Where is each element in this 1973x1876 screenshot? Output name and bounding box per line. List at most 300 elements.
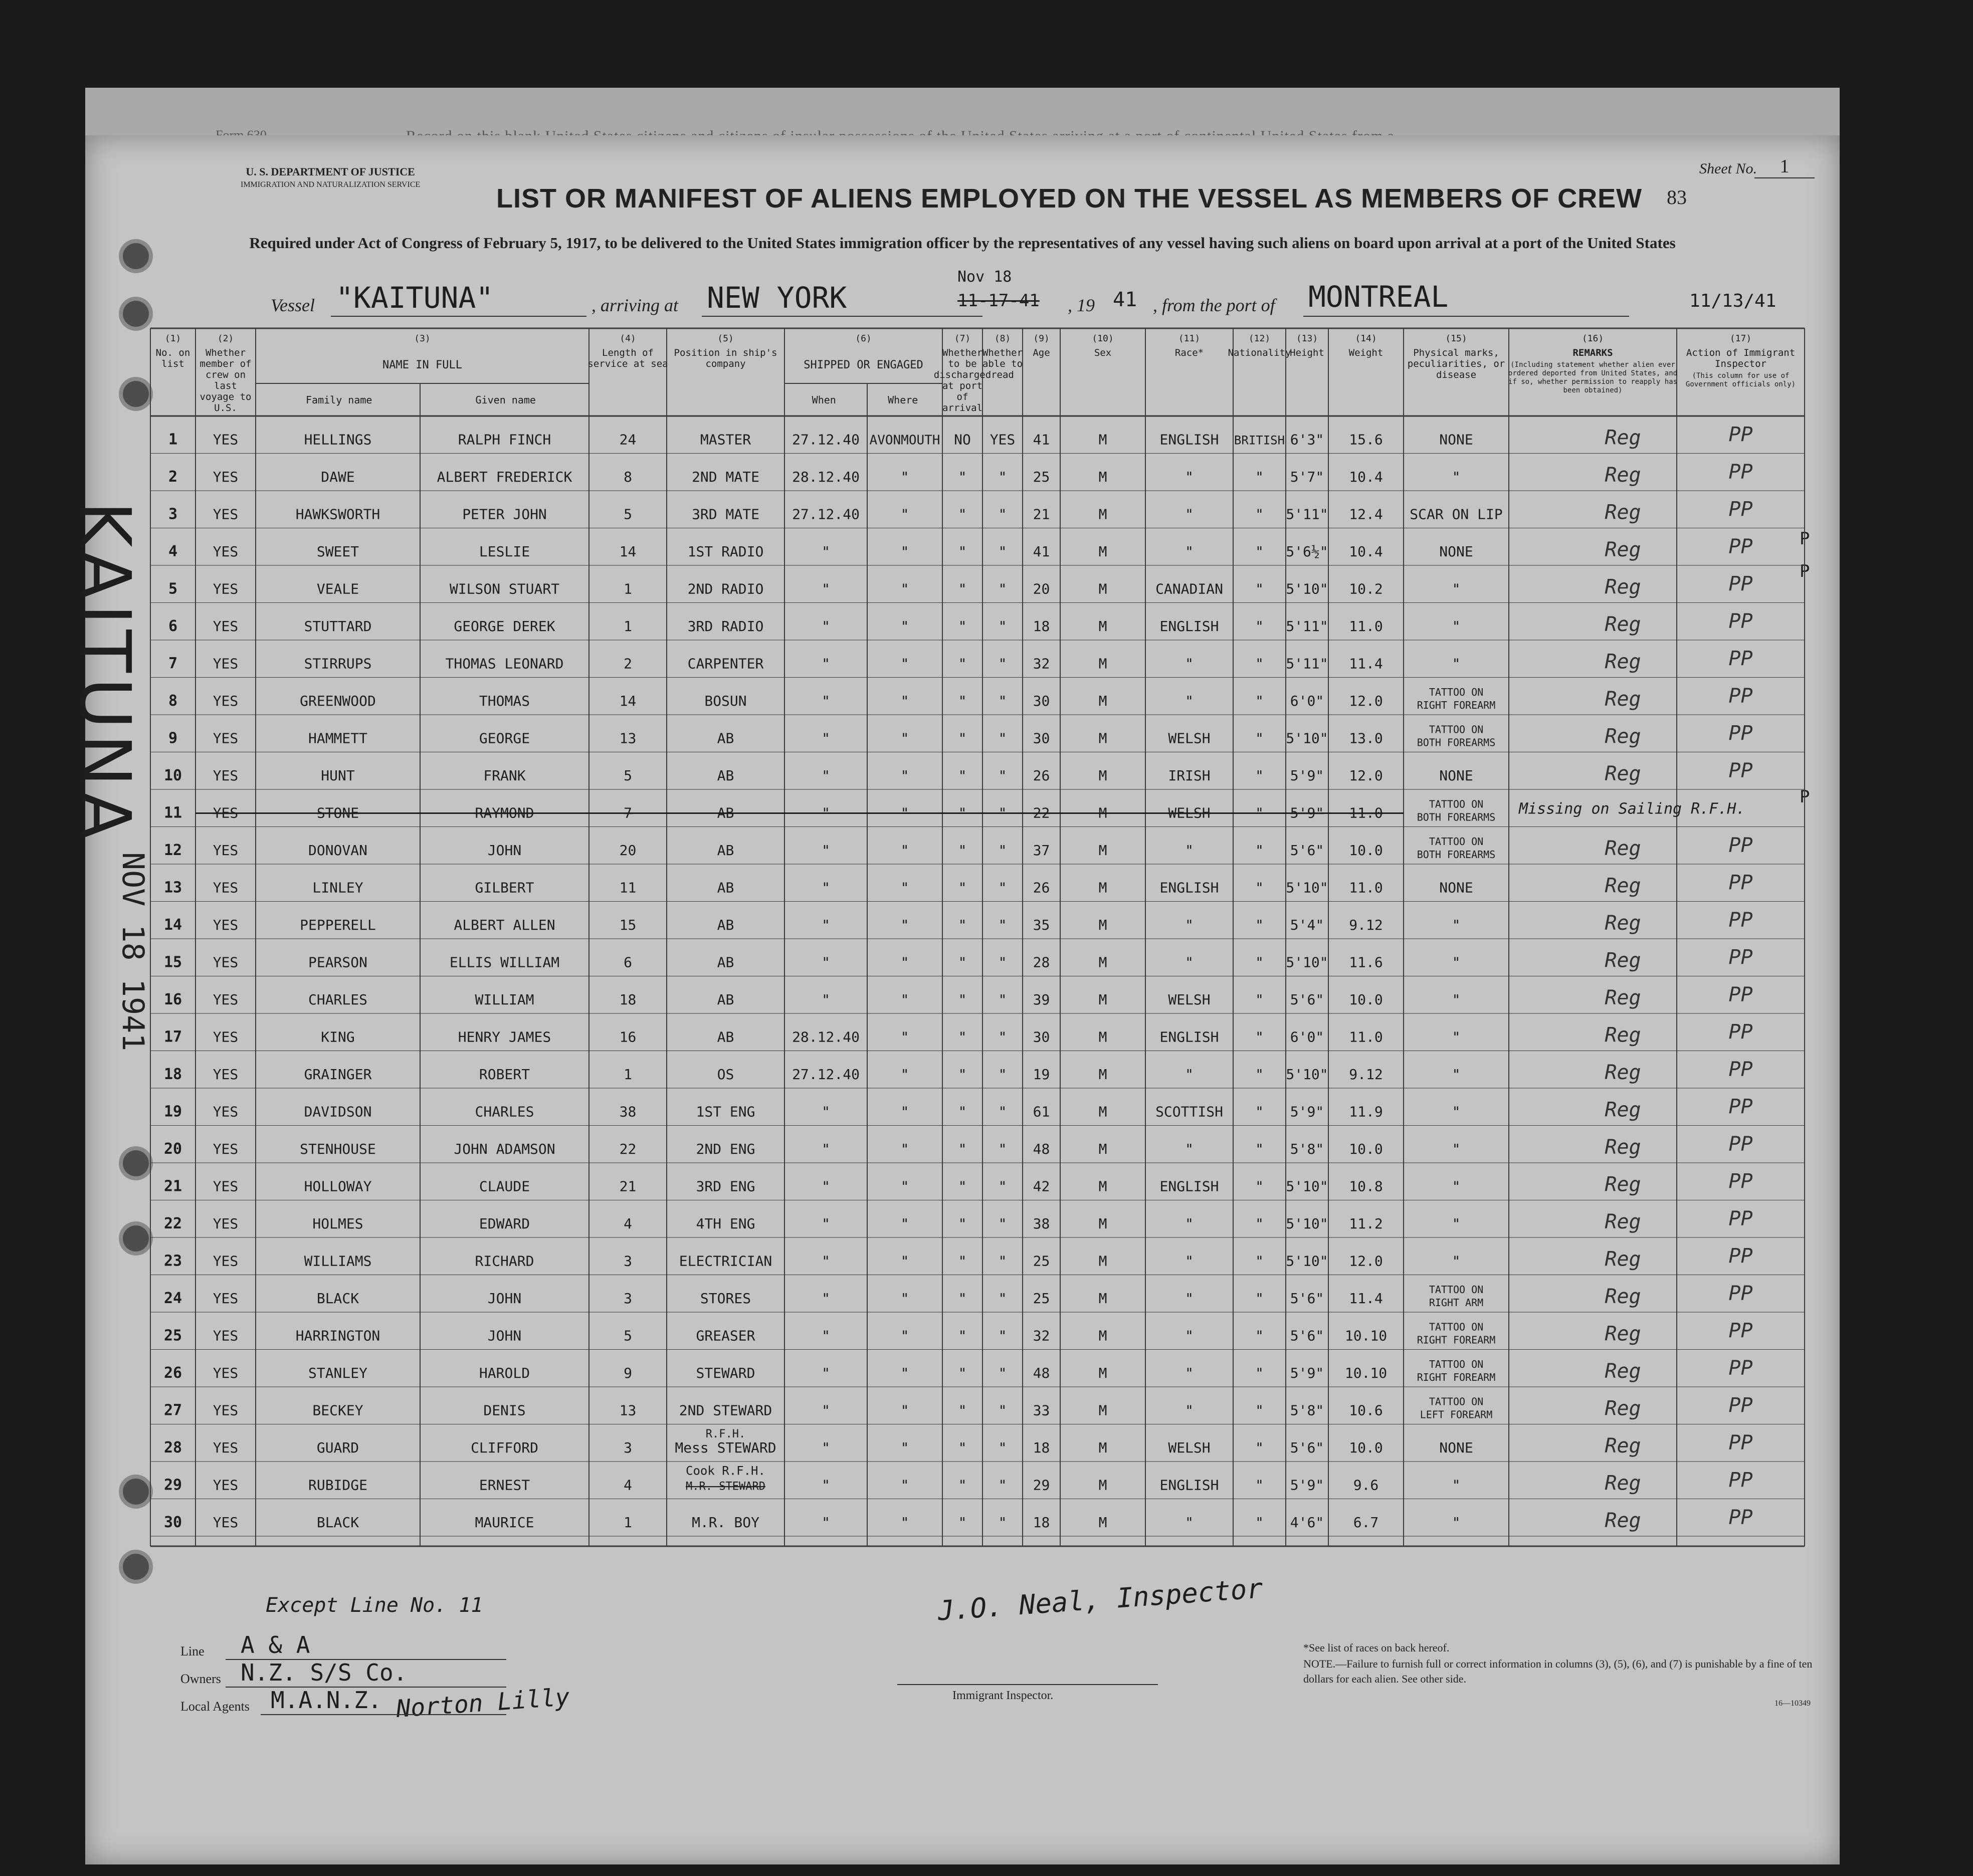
cell-service: 21 [619,1178,637,1195]
cell-marks: " [1452,1141,1461,1157]
cell-service: 8 [624,469,632,485]
cell-service: 20 [619,842,637,859]
cell-nationality: " [1255,618,1264,635]
departure-date: 11/13/41 [1689,291,1777,311]
cell-given: WILLIAM [475,991,534,1008]
cell-given: RAYMOND [475,804,534,821]
column-number: (11) [1178,333,1201,344]
cell-sex: M [1098,730,1107,747]
table-row [164,946,1753,972]
cell-height: 5'6" [1290,991,1324,1008]
cell-where: " [900,506,909,523]
cell-height: 5'9" [1290,1477,1324,1494]
cell-action: PP [1728,1020,1753,1044]
cell-weight: 10.0 [1349,991,1383,1008]
cell-family: PEARSON [308,954,368,971]
column-header-note: Government officials only) [1685,380,1796,388]
cell-physical-marks: RIGHT FOREARM [1417,1371,1496,1383]
cell-prev: YES [213,991,239,1008]
cell-given: CHARLES [475,1103,534,1120]
cell-read: " [998,1103,1007,1120]
cell-given: RICHARD [475,1253,534,1270]
line-value: A & A [241,1631,310,1658]
cell-race: " [1185,1402,1194,1419]
cell-height: 4'6" [1290,1514,1324,1531]
cell-read: YES [990,431,1016,448]
cell-service: 18 [619,991,637,1008]
table-row [164,1428,1753,1457]
cell-age: 20 [1033,580,1050,597]
row-number: 30 [163,1514,182,1531]
row-number: 22 [163,1215,182,1232]
cell-discharged: " [958,842,967,859]
cell-height: 5'9" [1290,804,1324,821]
cell-where: " [900,469,909,485]
row-number: 10 [163,767,182,784]
cell-physical-marks: TATTOO ON [1429,836,1484,848]
cell-age: 18 [1033,1514,1050,1531]
cell-marks: " [1452,1103,1461,1120]
cell-given: DENIS [483,1402,526,1419]
cell-sex: M [1098,655,1107,672]
cell-family: HAWKSWORTH [295,506,380,523]
cell-where: " [900,879,909,896]
cell-discharged: " [958,730,967,747]
cell-family: HARRINGTON [295,1327,380,1344]
cell-race: ENGLISH [1159,879,1219,896]
cell-age: 48 [1033,1365,1050,1381]
cell-service: 9 [624,1365,632,1381]
row-number: 2 [168,468,178,486]
cell-weight: 11.0 [1349,618,1383,635]
cell-where: " [900,1178,909,1195]
column-subheader: Given name [475,394,536,406]
cell-where: " [900,580,909,597]
manifest-sheet [64,135,1840,1864]
cell-sex: M [1098,1215,1107,1232]
cell-action: PP [1728,1170,1753,1193]
cell-discharged: " [958,655,967,672]
cell-age: 19 [1033,1066,1050,1083]
table-row [168,424,1753,450]
cell-remarks: Reg [1605,874,1641,898]
cell-position: Cook R.F.H. [686,1464,765,1478]
cell-age: 26 [1033,879,1050,896]
cell-height: 6'0" [1290,1028,1324,1046]
cell-read: " [998,1290,1007,1307]
column-header: read [991,369,1014,380]
cell-weight: 10.0 [1349,1141,1383,1157]
cell-discharged: " [958,1290,967,1307]
cell-remarks: Reg [1605,613,1641,636]
cell-read: " [998,767,1007,784]
local-agents-label: Local Agents [180,1699,250,1714]
cell-action: PP [1728,1319,1753,1343]
table-row [164,1021,1753,1047]
cell-prev: YES [213,1028,239,1046]
cell-remarks: Reg [1605,1360,1641,1383]
cell-when: " [822,618,830,635]
margin-mark: P [1800,561,1810,581]
cell-sex: M [1098,1178,1107,1195]
cell-race: " [1185,1290,1194,1307]
cell-nationality: " [1255,1514,1264,1531]
cell-action: PP [1728,1469,1753,1492]
table-row [164,909,1753,935]
cell-physical-marks: TATTOO ON [1429,723,1484,736]
cell-where: " [900,804,909,821]
cell-physical-marks: BOTH FOREARMS [1417,849,1496,861]
cell-when: " [822,580,830,597]
cell-service: 5 [624,506,632,523]
cell-discharged: " [958,1365,967,1381]
cell-discharged: " [958,580,967,597]
table-row [164,983,1753,1009]
cell-read: " [998,693,1007,709]
cell-weight: 12.4 [1349,506,1383,523]
cell-marks: " [1452,469,1461,485]
cell-position: Mess STEWARD [675,1439,776,1456]
cell-read: " [998,1439,1007,1456]
cell-race: " [1185,1215,1194,1232]
cell-position: 4TH ENG [696,1215,755,1232]
cell-weight: 11.0 [1349,879,1383,896]
cell-height: 5'9" [1290,767,1324,784]
cell-prev: YES [213,1066,239,1083]
cell-weight: 10.4 [1349,469,1383,485]
table-row [164,1282,1753,1309]
column-header: last [214,380,237,391]
cell-where: " [900,1514,909,1531]
column-number: (10) [1092,333,1114,344]
row-number: 4 [168,543,178,560]
cell-age: 38 [1033,1215,1050,1232]
cell-race: CANADIAN [1155,580,1223,597]
cell-where: " [900,842,909,859]
column-header: voyage to [200,391,252,402]
cell-age: 39 [1033,991,1050,1008]
cell-service: 16 [619,1028,637,1046]
cell-nationality: " [1255,1141,1264,1157]
cell-nationality: " [1255,1028,1264,1046]
margin-mark: P [1800,787,1810,807]
cell-nationality: " [1255,1327,1264,1344]
cell-nationality: " [1255,991,1264,1008]
cell-age: 33 [1033,1402,1050,1419]
cell-position: AB [717,730,734,747]
column-number: (5) [717,333,734,344]
table-row [168,648,1753,674]
cell-given: ALBERT FREDERICK [437,469,572,485]
cell-discharged: " [958,991,967,1008]
sheet-number-label: Sheet No. [1699,160,1757,177]
column-header: Whether [942,347,983,358]
year-prefix: , 19 [1068,295,1095,315]
cell-race: " [1185,1514,1194,1531]
cell-family: LINLEY [312,879,363,896]
cell-remarks: Reg [1605,762,1641,785]
cell-weight: 12.0 [1349,693,1383,709]
cell-prev: YES [213,431,239,448]
column-number: (3) [414,333,431,344]
row-number: 15 [163,953,182,971]
cell-where: " [900,1477,909,1494]
cell-action: PP [1728,461,1753,484]
row-number: 19 [163,1103,182,1121]
cell-weight: 11.4 [1349,1290,1383,1307]
table-row [164,1357,1753,1383]
cell-family: KING [321,1028,355,1046]
row-number: 24 [163,1290,182,1307]
cell-physical-marks: TATTOO ON [1429,798,1484,810]
cell-read: " [998,543,1007,560]
cell-action: PP [1728,759,1753,782]
cell-physical-marks: TATTOO ON [1429,686,1484,698]
cell-race: ENGLISH [1159,1178,1219,1195]
cell-marks: " [1452,1253,1461,1270]
table-row [164,1245,1753,1271]
cell-marks: NONE [1439,543,1473,560]
cell-action: PP [1728,610,1753,633]
cell-position: AB [717,842,734,859]
cell-prev: YES [213,1290,239,1307]
from-port-label: , from the port of [1153,295,1275,315]
cell-prev: YES [213,1514,239,1531]
cell-service: 1 [624,580,632,597]
cell-given: GILBERT [475,879,534,896]
cell-remarks: Reg [1605,725,1641,748]
cell-family: GUARD [316,1439,359,1456]
department-name: U. S. DEPARTMENT OF JUSTICE [246,165,415,178]
cell-position: 3RD MATE [692,506,759,523]
column-header: No. on [155,347,190,358]
cell-service: 1 [624,618,632,635]
cell-age: 48 [1033,1141,1050,1157]
cell-height: 5'10" [1286,580,1328,597]
cell-marks: NONE [1439,431,1473,448]
cell-discharged: " [958,954,967,971]
column-header: NAME IN FULL [382,359,462,371]
cell-read: " [998,618,1007,635]
cell-physical-marks: BOTH FOREARMS [1417,736,1496,749]
column-number: (13) [1296,333,1318,344]
cell-sex: M [1098,1103,1107,1120]
cell-given: WILSON STUART [449,580,560,597]
cell-race: " [1185,1253,1194,1270]
column-header: U.S. [214,402,237,413]
cell-height: 5'8" [1290,1141,1324,1157]
cell-read: " [998,1477,1007,1494]
cell-nationality: " [1255,1215,1264,1232]
column-number: (17) [1729,333,1752,344]
cell-given: FRANK [483,767,526,784]
cell-family: STIRRUPS [304,655,372,672]
cell-sex: M [1098,954,1107,971]
arrival-year: 41 [1113,288,1137,311]
cell-where: " [900,1215,909,1232]
cell-sex: M [1098,767,1107,784]
margin-mark: P [1800,529,1810,549]
cell-sex: M [1098,991,1107,1008]
cell-race: ENGLISH [1159,1028,1219,1046]
cell-given: JOHN ADAMSON [454,1141,555,1157]
cell-age: 42 [1033,1178,1050,1195]
table-row [168,535,1753,561]
cell-sex: M [1098,917,1107,933]
cell-position: AB [717,954,734,971]
cell-sex: M [1098,1402,1107,1419]
cell-age: 29 [1033,1477,1050,1494]
table-row [164,1058,1753,1084]
cell-when: " [822,842,830,859]
cell-height: 5'9" [1290,1365,1324,1381]
cell-when: " [822,1290,830,1307]
cell-position: STEWARD [696,1365,755,1381]
cell-nationality: " [1255,580,1264,597]
cell-service: 3 [624,1253,632,1270]
cell-age: 22 [1033,804,1050,821]
cell-race: WELSH [1168,804,1211,821]
cell-prev: YES [213,1253,239,1270]
vessel-name-stamp: KAITUNA [64,501,145,845]
cell-age: 18 [1033,618,1050,635]
cell-nationality: " [1255,1253,1264,1270]
cell-action: PP [1728,1095,1753,1119]
row-number: 11 [163,804,182,822]
cell-prev: YES [213,1365,239,1381]
cell-prev: YES [213,543,239,560]
cell-nationality: " [1255,1439,1264,1456]
table-header [156,333,1796,413]
cell-discharged: " [958,1141,967,1157]
cell-race: ENGLISH [1159,618,1219,635]
cell-given: PETER JOHN [462,506,547,523]
cell-marks: " [1452,991,1461,1008]
row-number: 6 [168,617,178,635]
cell-remarks: Reg [1605,1098,1641,1122]
cell-given: LESLIE [479,543,530,560]
cell-service: 15 [619,917,637,933]
row-number: 20 [163,1140,182,1158]
owners-label: Owners [180,1672,221,1686]
cell-weight: 11.4 [1349,655,1383,672]
cell-age: 28 [1033,954,1050,971]
cell-where: " [900,1253,909,1270]
column-number: (16) [1582,333,1604,344]
cell-sex: M [1098,1028,1107,1046]
races-note: *See list of races on back hereof. [1303,1641,1450,1654]
cell-where: " [900,1365,909,1381]
cell-family: HOLLOWAY [304,1178,372,1195]
cell-remarks: Reg [1605,837,1641,860]
cell-read: " [998,580,1007,597]
cell-when: 28.12.40 [792,469,860,485]
cell-discharged: NO [954,431,971,448]
cell-height: 5'6" [1290,1290,1324,1307]
cell-height: 5'8" [1290,1402,1324,1419]
cell-marks: SCAR ON LIP [1410,506,1503,523]
table-row [164,1207,1753,1233]
cell-age: 30 [1033,1028,1050,1046]
row-number: 17 [163,1028,182,1046]
row-number: 25 [163,1327,182,1345]
local-agents-value: M.A.N.Z. [271,1687,382,1714]
cell-height: 5'10" [1286,1178,1328,1195]
column-header: member of [200,358,252,369]
cell-read: " [998,1215,1007,1232]
cell-discharged: " [958,1103,967,1120]
cell-physical-marks: RIGHT FOREARM [1417,699,1496,711]
cell-discharged: " [958,1253,967,1270]
cell-service: 24 [619,431,637,448]
cell-discharged: " [958,1514,967,1531]
column-header: discharged [933,369,992,380]
column-number: (14) [1355,333,1377,344]
cell-race: IRISH [1168,767,1211,784]
cell-prev: YES [213,618,239,635]
cell-weight: 9.6 [1353,1477,1379,1494]
cell-given: GEORGE [479,730,530,747]
cell-remarks: Reg [1605,1023,1641,1047]
cell-discharged: " [958,506,967,523]
cell-remarks: Reg [1605,538,1641,561]
cell-weight: 10.8 [1349,1178,1383,1195]
cell-race: " [1185,543,1194,560]
cell-family: BLACK [316,1290,359,1307]
cell-position: AB [717,767,734,784]
cell-nationality: " [1255,655,1264,672]
cell-weight: 10.10 [1344,1327,1388,1344]
cell-sex: M [1098,1439,1107,1456]
cell-where: " [900,730,909,747]
cell-remarks: Reg [1605,1285,1641,1308]
cell-given: THOMAS LEONARD [445,655,564,672]
cell-where: " [900,917,909,933]
cell-family: STANLEY [308,1365,368,1381]
page-title: LIST OR MANIFEST OF ALIENS EMPLOYED ON THE VESSEL AS MEMBERS OF CREW [496,183,1643,214]
cell-race: " [1185,842,1194,859]
cell-prev: YES [213,767,239,784]
cell-where: " [900,1103,909,1120]
cell-when: " [822,1477,830,1494]
cell-discharged: " [958,1477,967,1494]
cell-marks: " [1452,954,1461,971]
cell-family: CHARLES [308,991,368,1008]
cell-when: " [822,879,830,896]
cell-when: " [822,991,830,1008]
table-grid [150,328,1805,1546]
cell-when: " [822,1365,830,1381]
cell-race: " [1185,1365,1194,1381]
cell-age: 21 [1033,506,1050,523]
cell-height: 5'10" [1286,954,1328,971]
column-number: (2) [217,333,234,344]
cell-position: STORES [700,1290,751,1307]
cell-nationality: BRITISH [1234,433,1285,448]
cell-when: " [822,655,830,672]
column-number: (8) [994,333,1011,344]
cell-given: ERNEST [479,1477,530,1494]
cell-read: " [998,842,1007,859]
table-row [168,573,1753,599]
cell-given: JOHN [487,1290,522,1307]
table-row [164,1170,1753,1196]
row-number: 8 [168,692,178,710]
cell-read: " [998,1327,1007,1344]
cell-nationality: " [1255,1402,1264,1419]
cell-position: AB [717,991,734,1008]
cell-service: 4 [624,1477,632,1494]
